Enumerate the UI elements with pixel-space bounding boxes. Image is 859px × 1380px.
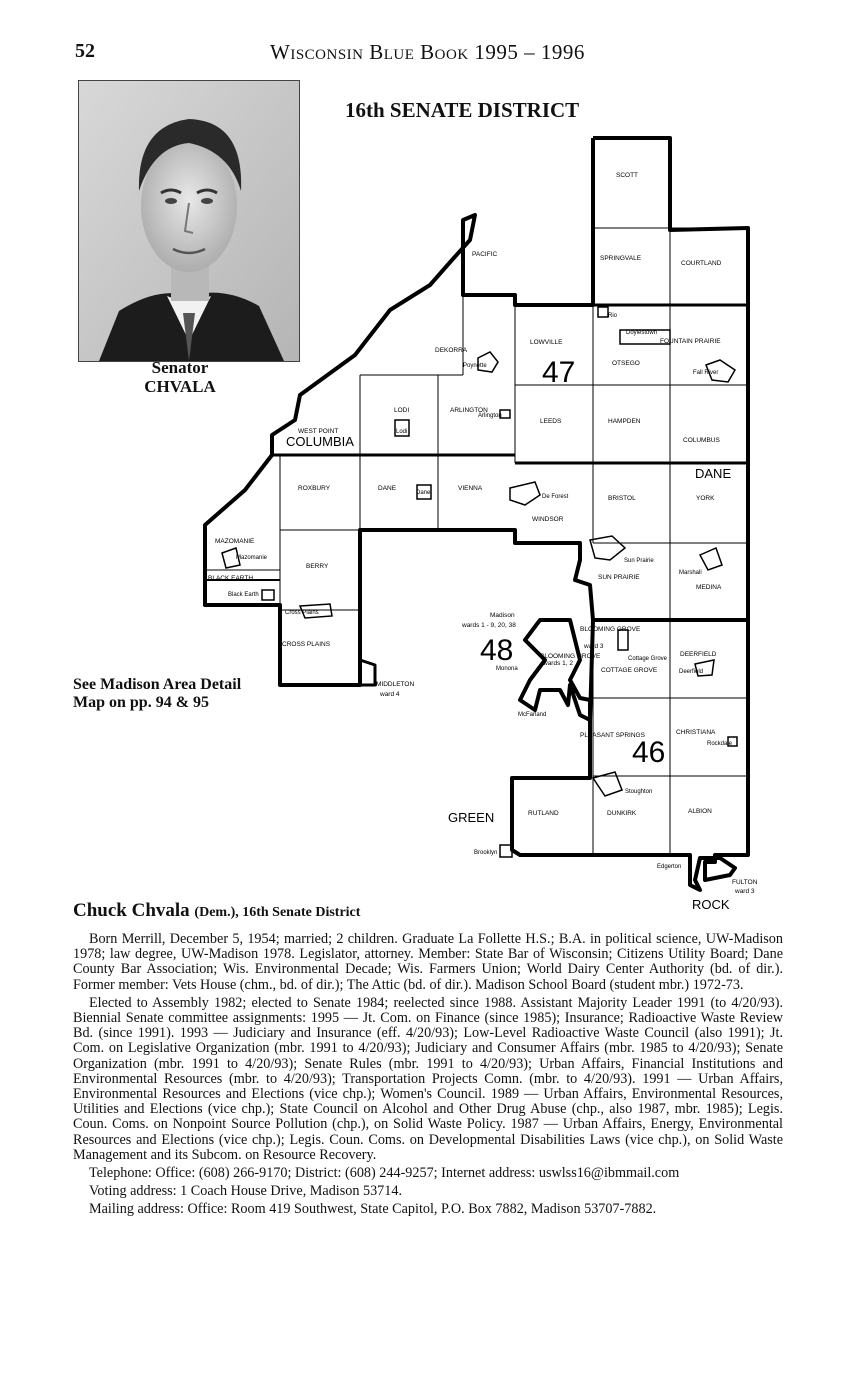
- town-berry: BERRY: [306, 563, 329, 570]
- detail-map-note-line1: See Madison Area Detail: [73, 676, 242, 693]
- town-fountain-prairie: FOUNTAIN PRAIRIE: [660, 338, 721, 345]
- assembly-district-47: 47: [542, 356, 576, 389]
- detail-map-note: [73, 676, 241, 712]
- town-windsor: WINDSOR: [532, 516, 564, 523]
- town-lodi: LODI: [394, 407, 410, 414]
- town-vienna: VIENNA: [458, 485, 483, 492]
- bio-mailing-address: Mailing address: Office: Room 419 Southwest, State Capitol, P.O. Box 7882, Madison 53707-7882.: [89, 1201, 657, 1218]
- place-stoughton: Stoughton: [625, 789, 653, 795]
- place-rockdale: Rockdale: [707, 741, 733, 747]
- town-arlington: ARLINGTON: [450, 407, 488, 414]
- town-bristol: BRISTOL: [608, 495, 636, 502]
- town-pleasant-springs: PLEASANT SPRINGS: [580, 732, 645, 739]
- place-deerfield: Deerfield: [679, 669, 704, 675]
- assembly-district-46: 46: [632, 736, 666, 769]
- detail-map-note-line2: Map on pp. 94 & 95: [73, 694, 210, 711]
- town-dunkirk: DUNKIRK: [607, 810, 637, 817]
- senator-name: Chuck Chvala: [73, 900, 190, 921]
- madison-label: Madison: [490, 612, 515, 619]
- town-leeds: LEEDS: [540, 418, 562, 425]
- town-sun-prairie: SUN PRAIRIE: [598, 574, 640, 581]
- place-poynette: Poynette: [463, 363, 487, 369]
- town-roxbury: ROXBURY: [298, 485, 331, 492]
- bio-heading: [73, 900, 360, 922]
- bio-voting-address: Voting address: 1 Coach House Drive, Madison 53714.: [89, 1183, 403, 1200]
- place-cottage-grove: Cottage Grove: [628, 656, 668, 662]
- place-arlington: Arlington: [478, 413, 502, 419]
- town-pacific: PACIFIC: [472, 251, 498, 258]
- town-black-earth: BLACK EARTH: [208, 575, 254, 582]
- town-blooming-grove: BLOOMING GROVE: [580, 626, 641, 633]
- bio-paragraph-career: Elected to Assembly 1982; elected to Senate 1984; reelected since 1988. Assistant Majority Leader 1991 (to 4/20/93). Biennial Senate committee assignments: 1995 — Jt. Com. on Finance (since 1985); Insurance; Radioactive Waste Review Bd. (since 1991). 1993 — Judiciary and Insurance (eff. 4/20/93); Low-Level Radioactive Waste Council (also 1991); Jt. Com. on Legislative Organization (mbr. 1991 to 4/20/93); Judiciary and Consumer Affairs (mbr. 1985 to 4/20/93); Senate Organization (mbr. 1991 to 4/20/93); Senate Rules (mbr. 1991 to 4/20/93); Urban Affairs, Financial Institutions and Environmental Resources (mbr. to 4/20/93); Transportation Projects Comn. (mbr. to 4/20/93). 1991 — Urban Affairs, Environmental Resources and Elections (vice chp.); Women's Council. 1989 — Urban Affairs, Environmental Resources, Utilities and Elections (vice chp.); State Council on Alcohol and Other Drug Abuse (chp., also 1987, mbr. 1985); Legis. Coun. Coms. on Nonpoint Source Pollution (chp.), on Solid Waste Policy. 1987 — Urban Affairs, Energy, Environmental Resources and Elections (vice chp.); Legis. Coun. Coms. on Developmental Disabilities Laws (vice chp.), on Solid Waste Management and its Subcom. on Resource Recovery.: [73, 994, 783, 1163]
- town-springvale: SPRINGVALE: [600, 255, 642, 262]
- place-rio: Rio: [608, 313, 618, 319]
- town-lowville: LOWVILLE: [530, 339, 563, 346]
- place-cross-plains: Cross Plains: [285, 610, 319, 616]
- town-blooming-grove-ward: ward 3: [584, 643, 604, 650]
- place-mazomanie: Mazomanie: [236, 555, 268, 561]
- place-brooklyn: Brooklyn: [474, 850, 498, 856]
- town-dekorra: DEKORRA: [435, 347, 468, 354]
- place-doylestown: Doylestown: [626, 330, 658, 336]
- town-blooming-grove-2: BLOOMING GROVE: [540, 653, 601, 660]
- town-middleton-ward: ward 4: [380, 691, 400, 698]
- town-blooming-grove-2-wards: wards 1, 2: [543, 660, 573, 667]
- town-deerfield: DEERFIELD: [680, 651, 717, 658]
- county-green: GREEN: [448, 810, 495, 825]
- place-lodi: Lodi: [396, 429, 408, 435]
- town-albion: ALBION: [688, 808, 712, 815]
- map-title: 16th SENATE DISTRICT: [345, 98, 580, 122]
- place-edgerton: Edgerton: [657, 864, 682, 870]
- place-dane: Dane: [416, 490, 431, 496]
- town-rutland: RUTLAND: [528, 810, 559, 817]
- county-dane: DANE: [695, 466, 732, 481]
- town-columbus: COLUMBUS: [683, 437, 720, 444]
- biography-text: [73, 932, 783, 1221]
- town-dane: DANE: [378, 485, 397, 492]
- town-scott: SCOTT: [616, 172, 639, 179]
- party-district: (Dem.), 16th Senate District: [194, 905, 361, 920]
- town-west-point: WEST POINT: [298, 428, 339, 435]
- place-marshall: Marshall: [679, 570, 702, 576]
- bio-paragraph-personal: Born Merrill, December 5, 1954; married; 2 children. Graduate La Follette H.S.; B.A. in political science, UW-Madison 1978; law degree, UW-Madison 1978. Legislator, attorney. Member: State Bar of Wisconsin; Citizens Utility Board; Dane County Bar Association; Wis. Environmental Decade; Wis. Farmers Union; World Dairy Center Authority (bd. of dir.). Former member: Vets House (chm., bd. of dir.); The Attic (bd. of dir.). Madison School Board (student mbr.) 1972-73.: [73, 931, 783, 993]
- town-christiana: CHRISTIANA: [676, 729, 716, 736]
- place-mcfarland: McFarland: [518, 712, 547, 718]
- place-de-forest: De Forest: [542, 494, 569, 500]
- running-title-prefix: Wisconsin Blue Book: [270, 40, 469, 64]
- place-sun-prairie: Sun Prairie: [624, 558, 654, 564]
- town-courtland: COURTLAND: [681, 260, 722, 267]
- town-york: YORK: [696, 495, 715, 502]
- county-rock: ROCK: [692, 897, 730, 910]
- town-cottage-grove: COTTAGE GROVE: [601, 667, 658, 674]
- bio-telephone: Telephone: Office: (608) 266-9170; District: (608) 244-9257; Internet address: uswlss16@ibmmail.com: [89, 1165, 680, 1182]
- page-number: 52: [75, 40, 95, 62]
- place-fall-river: Fall River: [693, 370, 719, 376]
- town-middleton: MIDDLETON: [376, 681, 415, 688]
- town-medina: MEDINA: [696, 584, 722, 591]
- madison-wards: wards 1 - 9, 20, 38: [462, 622, 516, 629]
- place-black-earth: Black Earth: [228, 592, 259, 598]
- town-fulton-ward: ward 3: [735, 888, 755, 895]
- assembly-district-48: 48: [480, 634, 514, 667]
- town-mazomanie: MAZOMANIE: [215, 538, 255, 545]
- town-fulton: FULTON: [732, 879, 758, 886]
- town-hampden: HAMPDEN: [608, 418, 641, 425]
- town-cross-plains: CROSS PLAINS: [282, 641, 331, 648]
- town-otsego: OTSEGO: [612, 360, 640, 367]
- caption-name: CHVALA: [144, 377, 216, 396]
- running-title-years: 1995 – 1996: [474, 40, 585, 64]
- county-columbia: COLUMBIA: [286, 434, 354, 449]
- place-monona: Monona: [496, 666, 518, 672]
- caption-title: Senator: [151, 358, 209, 377]
